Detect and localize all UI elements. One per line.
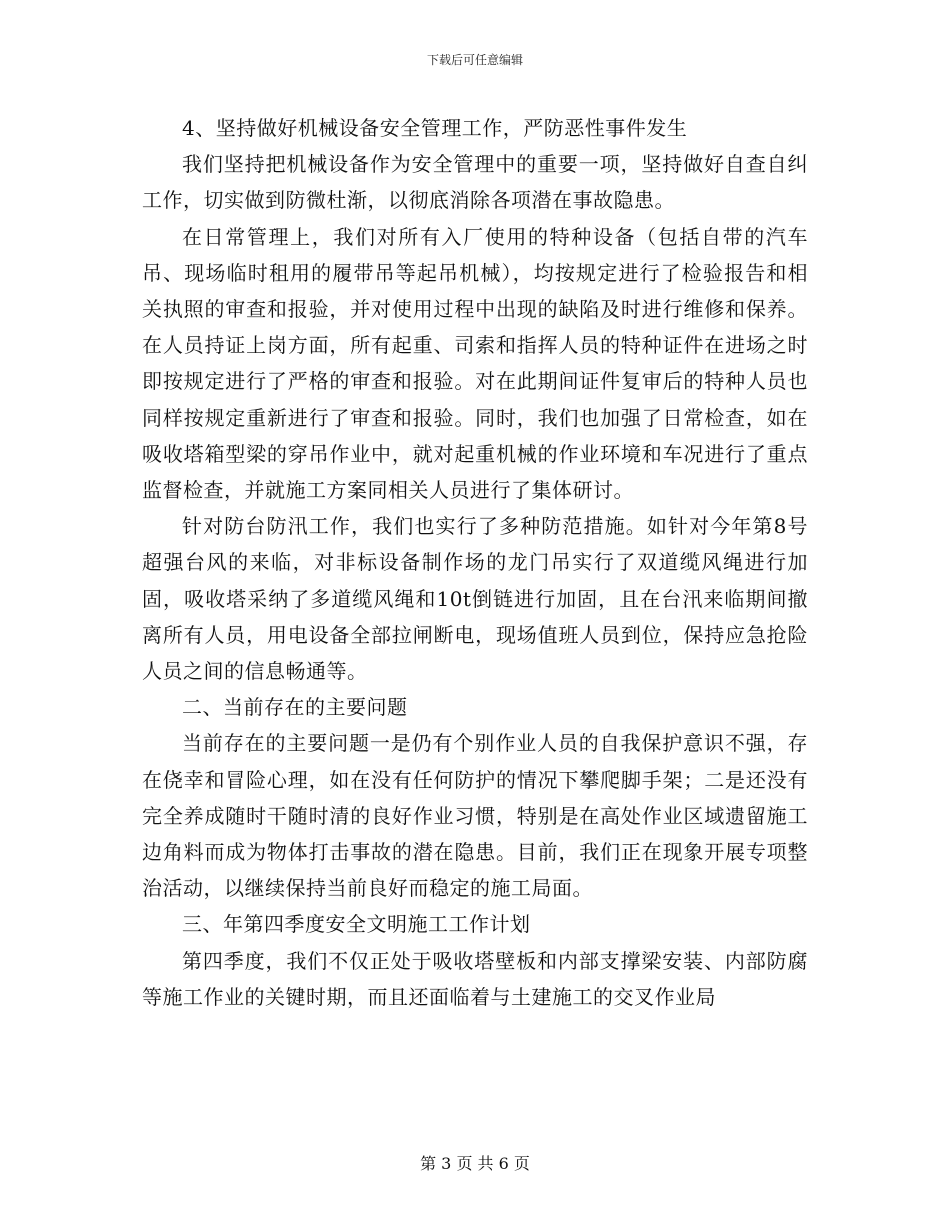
paragraph-typhoon-prevention: 针对防台防汛工作，我们也实行了多种防范措施。如针对今年第8号超强台风的来临，对非标设备制作场的龙门吊实行了双道缆风绳进行加固，吸收塔采纳了多道缆风绳和10t倒链进行加固，且在台汛来临期间撤离所有人员，用电设备全部拉闸断电，现场值班人员到位，保持应急抢险人员之间的信息畅通等。	[142, 514, 808, 684]
page-header: 下载后可任意编辑	[426, 53, 523, 67]
document-body	[142, 110, 808, 1015]
page-footer: 第 3 页 共 6 页	[420, 1154, 530, 1173]
paragraph-problems: 当前存在的主要问题一是仍有个别作业人员的自我保护意识不强，存在侥幸和冒险心理，如在没有任何防护的情况下攀爬脚手架；二是还没有完全养成随时干随时清的良好作业习惯，特别是在高处作业区域遗留施工边角料而成为物体打击事故的潜在隐患。目前，我们正在现象开展专项整治活动，以继续保持当前良好而稳定的施工局面。	[142, 731, 808, 901]
paragraph-q4-plan: 第四季度，我们不仅正处于吸收塔壁板和内部支撑梁安装、内部防腐等施工作业的关键时期，而且还面临着与土建施工的交叉作业局	[142, 948, 808, 1009]
section-heading-problems: 二、当前存在的主要问题	[182, 695, 408, 720]
paragraph-machinery-intro: 我们坚持把机械设备作为安全管理中的重要一项，坚持做好自查自纠工作，切实做到防微杜渐，以彻底消除各项潜在事故隐患。	[142, 152, 808, 213]
section-heading-machinery: 4、坚持做好机械设备安全管理工作，严防恶性事件发生	[182, 116, 688, 140]
section-heading-q4-plan: 三、年第四季度安全文明施工工作计划	[182, 912, 531, 937]
paragraph-daily-management: 在日常管理上，我们对所有入厂使用的特种设备（包括自带的汽车吊、现场临时租用的履带吊等起吊机械），均按规定进行了检验报告和相关执照的审查和报验，并对使用过程中出现的缺陷及时进行维修和保养。在人员持证上岗方面，所有起重、司索和指挥人员的特种证件在进场之时即按规定进行了严格的审查和报验。对在此期间证件复审后的特种人员也同样按规定重新进行了审查和报验。同时，我们也加强了日常检查，如在吸收塔箱型梁的穿吊作业中，就对起重机械的作业环境和车况进行了重点监督检查，并就施工方案同相关人员进行了集体研讨。	[142, 224, 808, 503]
